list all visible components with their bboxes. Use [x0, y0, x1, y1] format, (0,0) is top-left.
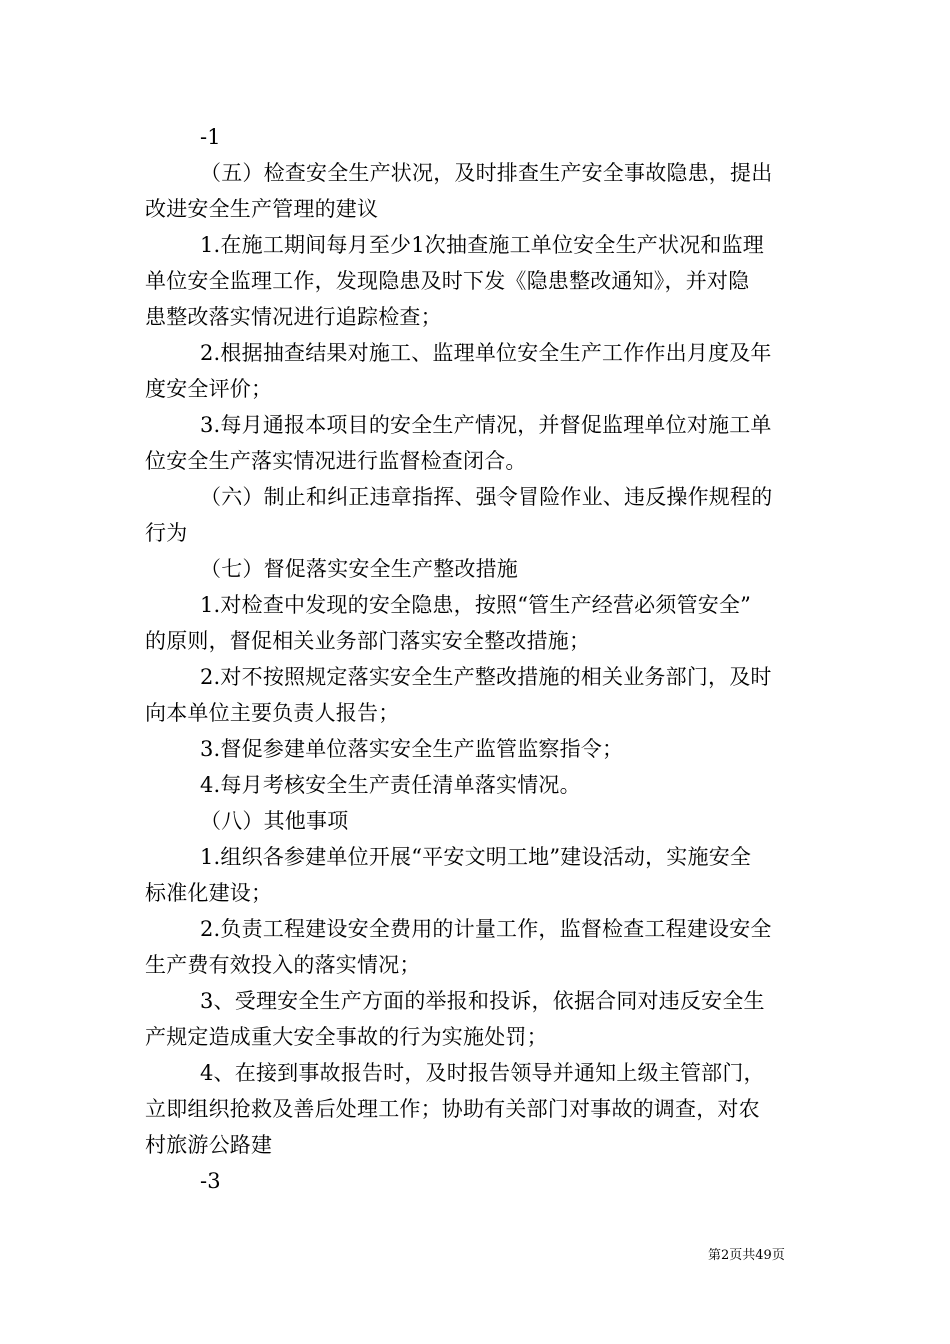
heading-line: （七）督促落实安全生产整改措施 [200, 557, 518, 581]
text-line: 2.对不按照规定落实安全生产整改措施的相关业务部门，及时 [200, 665, 772, 689]
heading-line: 改进安全生产管理的建议 [145, 197, 379, 221]
text-line: 位安全生产落实情况进行监督检查闭合。 [145, 449, 527, 473]
heading-line: （八）其他事项 [200, 809, 349, 833]
heading-line: （五）检查安全生产状况，及时排查生产安全事故隐患，提出 [200, 161, 773, 185]
text-line: 1.组织各参建单位开展“平安文明工地”建设活动，实施安全 [200, 845, 752, 869]
text-line: 的原则，督促相关业务部门落实安全整改措施； [145, 629, 591, 653]
text-line: 产规定造成重大安全事故的行为实施处罚； [145, 1025, 548, 1049]
text-line: 向本单位主要负责人报告； [145, 701, 400, 725]
text-line: 村旅游公路建 [145, 1133, 273, 1157]
text-line: 3.每月通报本项目的安全生产情况，并督促监理单位对施工单 [200, 413, 772, 437]
text-line: 生产费有效投入的落实情况； [145, 953, 421, 977]
heading-line: 行为 [145, 521, 188, 545]
heading-line: （六）制止和纠正违章指挥、强令冒险作业、违反操作规程的 [200, 485, 773, 509]
text-line: -3 [200, 1169, 221, 1193]
text-line: 度安全评价； [145, 377, 273, 401]
text-line: 4.每月考核安全生产责任清单落实情况。 [200, 773, 581, 797]
text-line: 3、受理安全生产方面的举报和投诉，依据合同对违反安全生 [200, 989, 765, 1013]
page-indicator: 第2页共49页 [708, 1248, 785, 1263]
text-line: 患整改落实情况进行追踪检查； [145, 305, 442, 329]
text-line: 单位安全监理工作，发现隐患及时下发《隐患整改通知》，并对隐 [145, 269, 750, 293]
text-line: 2.根据抽查结果对施工、监理单位安全生产工作作出月度及年 [200, 341, 772, 365]
text-line: 1.对检查中发现的安全隐患，按照“管生产经营必须管安全” [200, 593, 752, 617]
text-line: 4、在接到事故报告时，及时报告领导并通知上级主管部门， [200, 1061, 765, 1085]
text-line: -1 [200, 125, 221, 149]
text-line: 2.负责工程建设安全费用的计量工作，监督检查工程建设安全 [200, 917, 772, 941]
text-line: 立即组织抢救及善后处理工作；协助有关部门对事故的调查，对农 [145, 1097, 760, 1121]
text-line: 标准化建设； [145, 881, 273, 905]
text-line: 1.在施工期间每月至少1次抽查施工单位安全生产状况和监理 [200, 233, 764, 257]
text-line: 3.督促参建单位落实安全生产监管监察指令； [200, 737, 624, 761]
